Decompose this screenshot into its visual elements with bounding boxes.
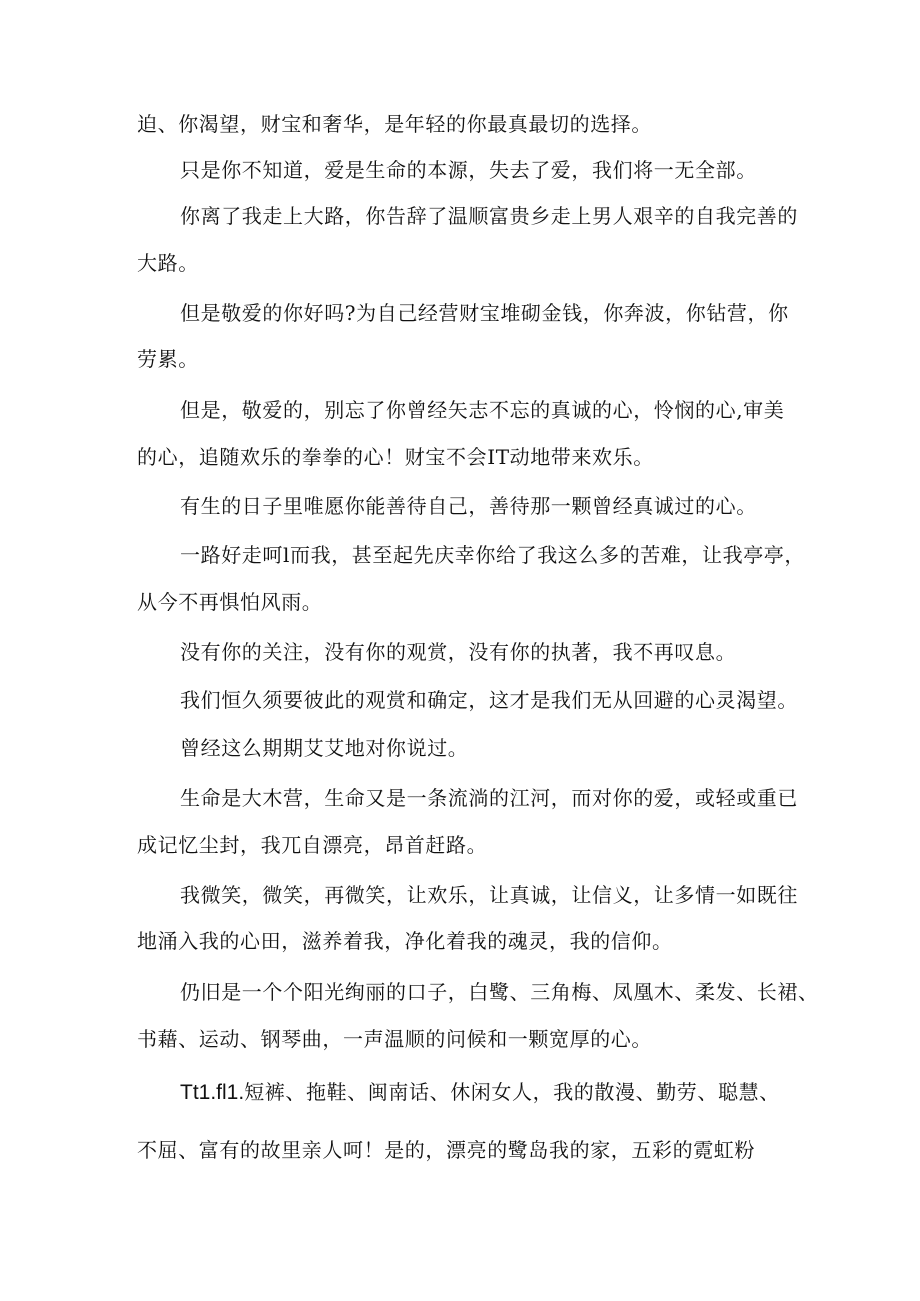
text-line-9: 有生的日子里唯愿你能善待自己，善待那一颗曾经真诚过的心。: [180, 494, 757, 518]
text-line-14: 曾经这么期期艾艾地对你说过。: [180, 736, 469, 760]
text-line-19: 仍旧是一个个阳光绚丽的口子，白鹭、三角梅、凤凰木、柔发、长裙、: [180, 980, 819, 1004]
text-line-21-body: 短裤、拖鞋、闽南话、休闲女人，我的散漫、勤劳、聪慧、: [244, 1080, 780, 1104]
text-line-16: 成记忆尘封，我兀自漂亮，昂首赶路。: [137, 833, 488, 857]
text-line-12: 没有你的关注，没有你的观赏，没有你的执著，我不再叹息。: [180, 640, 737, 664]
text-line-8: 的心，追随欢乐的拳拳的心！财宝不会IT动地带来欢乐。: [137, 445, 654, 469]
text-line-18: 地涌入我的心田，滋养着我，净化着我的魂灵，我的信仰。: [137, 929, 673, 953]
text-line-10: 一路好走呵l而我，甚至起先庆幸你给了我这么多的苦难，让我亭亭，: [180, 543, 805, 567]
text-line-3: 你离了我走上大路，你告辞了温顺富贵乡走上男人艰辛的自我完善的: [180, 204, 798, 228]
text-line-15: 生命是大木营，生命又是一条流淌的江河，而对你的爱，或轻或重已: [180, 786, 798, 810]
text-line-17: 我微笑，微笑，再微笑，让欢乐，让真诚，让信义，让多情一如既往: [180, 883, 798, 907]
text-line-6: 劳累。: [137, 347, 199, 371]
text-line-11: 从今不再惧怕风雨。: [137, 590, 323, 614]
text-line-5: 但是敬爱的你好吗?为自己经营财宝堆砌金钱，你奔波，你钻营，你: [180, 301, 789, 325]
text-line-21: [180, 1080, 780, 1105]
text-line-2: 只是你不知道，爱是生命的本源，失去了爱，我们将一无全部。: [180, 158, 757, 182]
text-line-7: 但是，敬爱的，别忘了你曾经矢志不忘的真诚的心，怜悯的心,审美: [180, 398, 785, 422]
text-line-4: 大路。: [137, 251, 199, 275]
text-line-22: 不屈、富有的故里亲人呵！是的，漂亮的鹭岛我的家，五彩的霓虹粉: [137, 1138, 755, 1162]
text-line-13: 我们恒久须要彼此的观赏和确定，这才是我们无从回避的心灵渴望。: [180, 688, 798, 712]
text-line-21-prefix: Tt1.fl1.: [180, 1081, 245, 1104]
text-line-20: 书藉、运动、钢琴曲，一声温顺的问候和一颗宽厚的心。: [137, 1027, 652, 1051]
text-line-1: 迫、你渴望，财宝和奢华，是年轻的你最真最切的选择。: [137, 112, 652, 136]
